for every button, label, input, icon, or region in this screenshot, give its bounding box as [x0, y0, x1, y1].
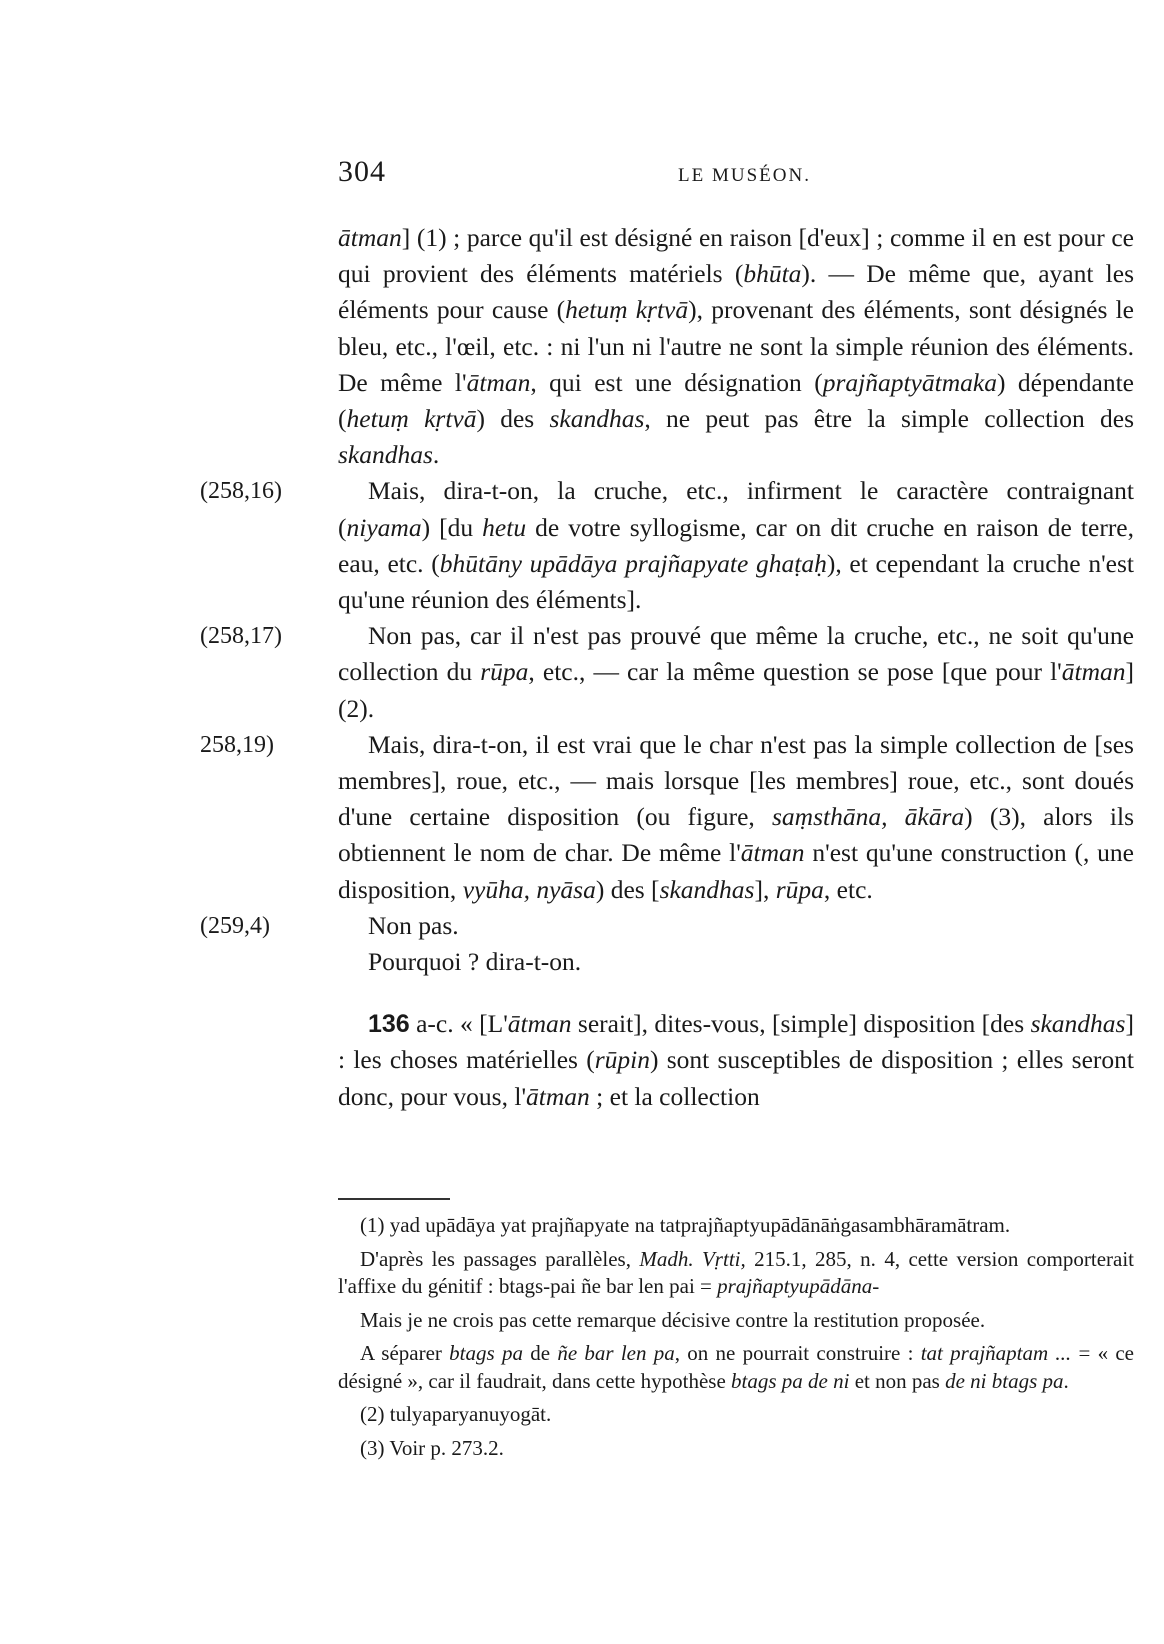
- italic-term: saṃsthāna, ākāra: [772, 802, 965, 832]
- text-run: serait], dites-vous, [simple] disposition [des: [571, 1009, 1031, 1039]
- paragraph-6: [338, 944, 1134, 980]
- text-run: ],: [754, 874, 776, 904]
- italic-term: skandhas: [1030, 1009, 1126, 1039]
- footnote-3: (3) Voir p. 273.2.: [360, 1435, 504, 1460]
- italic-term: rūpa: [480, 657, 529, 687]
- text-run: Pourquoi ? dira-t-on.: [368, 947, 582, 977]
- text-run: ). — De même que, ayant les éléments pour cause (: [338, 259, 1134, 325]
- italic-term: skandhas: [659, 874, 755, 904]
- italic-term: ātman: [338, 223, 402, 252]
- italic-term: ātman: [1061, 657, 1126, 687]
- italic-term: tat prajñaptam ...: [920, 1341, 1072, 1365]
- italic-term: hetuṃ kṛtvā: [565, 295, 689, 325]
- italic-term: bhūta: [743, 259, 802, 289]
- verse-number: 136: [368, 1010, 410, 1039]
- italic-term: btags pa de ni: [731, 1368, 850, 1393]
- footnote-1-continuation: [338, 1246, 1134, 1301]
- footnote-2: (2) tulyaparyanuyogāt.: [360, 1402, 552, 1426]
- text-run: ] : les choses matérielles (: [338, 1009, 1134, 1075]
- text-run: ) sont susceptibles de disposition ; elles seront donc, pour vous, l': [338, 1045, 1134, 1111]
- text-run: D'après les passages parallèles,: [360, 1246, 640, 1271]
- spacer: [338, 980, 1134, 1006]
- footnote-1: (1) yad upādāya yat prajñapyate na tatprajñaptyupādānāṅgasambhāramātram.: [360, 1213, 1011, 1237]
- italic-term: niyama: [346, 512, 422, 542]
- italic-term: bhūtāny upādāya prajñapyate ghaṭaḥ: [439, 548, 827, 578]
- text-run: Mais, dira-t-on, la cruche, etc., infirment le caractère contraignant (: [338, 476, 1134, 542]
- italic-term: de ni btags pa: [945, 1368, 1064, 1393]
- italic-term: skandhas: [549, 404, 645, 434]
- text-run: Mais, dira-t-on, il est vrai que le char n'est pas la simple collection de [ses membres], roue, etc., — mais lorsque [les membres] roue, etc., sont doués d'une certaine disposition (ou figure,: [338, 729, 1134, 832]
- text-run: , qui est une désignation (: [530, 367, 823, 397]
- italic-term: hetu: [482, 512, 527, 542]
- margin-reference: (258,17): [200, 623, 282, 650]
- paragraph-5: [200, 908, 1134, 944]
- text-run: et non pas: [849, 1368, 946, 1393]
- text-run: ) (3), alors ils obtiennent le nom de char. De même l': [338, 802, 1134, 868]
- paragraph-1: [338, 220, 1134, 473]
- text-run: ), et cependant la cruche n'est qu'une réunion des éléments].: [338, 548, 1134, 615]
- paragraph-4: [200, 727, 1134, 908]
- text-run: ) des: [476, 404, 550, 434]
- main-text: [200, 220, 1135, 1115]
- text-run: ; et la collection: [589, 1081, 760, 1111]
- footnote-1-separation: [338, 1340, 1134, 1395]
- paragraph-3: [200, 618, 1134, 727]
- footnotes: [338, 1212, 1134, 1468]
- italic-term: ātman: [466, 367, 531, 397]
- text-run: ), provenant des éléments, sont désignés le bleu, etc., l'œil, etc. : ni l'un ni l'autre ne sont la simple réunion des éléments. De même l': [338, 295, 1134, 397]
- italic-term: ātman: [526, 1081, 590, 1111]
- italic-term: ātman: [507, 1009, 572, 1039]
- text-run: de votre syllogisme, car on dit cruche en raison de terre, eau, etc. (: [338, 512, 1135, 578]
- paragraph-7: [338, 1006, 1134, 1115]
- text-run: n'est qu'une construction (, une disposition,: [338, 838, 1134, 904]
- text-run: a-c. « [L': [409, 1009, 508, 1039]
- italic-term: skandhas: [338, 440, 433, 470]
- text-run: ] (1) ; parce qu'il est désigné en raison [d'eux] ; comme il en est pour ce qui provient des éléments matériels (: [338, 223, 1134, 289]
- text-run: ) dépendante (: [338, 367, 1134, 434]
- text-run: .: [1063, 1368, 1069, 1393]
- running-title: LE MUSÉON.: [678, 165, 811, 186]
- margin-reference: (258,16): [200, 478, 282, 505]
- italic-term: btags pa: [449, 1341, 523, 1365]
- text-run: , etc., — car la même question se pose [que pour l': [528, 657, 1062, 687]
- italic-term: ñe bar len pa: [557, 1341, 675, 1365]
- text-run: Non pas, car il n'est pas prouvé que même la cruche, etc., ne soit qu'une collection du: [338, 621, 1134, 687]
- text-run: 215.1, 285, n. 4, cette version comporterait l'affixe du génitif : btags-pai ñe bar len pai =: [338, 1246, 1135, 1298]
- italic-term: ātman: [740, 838, 805, 868]
- page-header: [338, 155, 1138, 195]
- margin-reference: 258,19): [200, 731, 274, 758]
- italic-term: Madh. Vṛtti,: [639, 1246, 746, 1271]
- italic-term: rūpa: [775, 874, 824, 904]
- margin-reference: (259,4): [200, 912, 270, 939]
- italic-term: prajñaptyupādāna-: [717, 1274, 880, 1298]
- text-run: de: [522, 1341, 558, 1365]
- text-run: , on ne pourrait construire :: [674, 1341, 921, 1365]
- text-run: .: [432, 440, 440, 470]
- text-run: Non pas.: [368, 910, 459, 940]
- italic-term: rūpin: [594, 1045, 650, 1075]
- footnote-1-remark: Mais je ne crois pas cette remarque décisive contre la restitution proposée.: [360, 1307, 986, 1332]
- paragraph-2: [200, 473, 1135, 618]
- text-run: ) des [: [595, 874, 660, 904]
- text-run: , ne peut pas être la simple collection des: [644, 404, 1135, 434]
- text-run: ] (2).: [338, 657, 1134, 723]
- footnote-rule: [338, 1198, 450, 1200]
- italic-term: prajñaptyātmaka: [822, 367, 997, 397]
- text-run: A séparer: [360, 1341, 450, 1365]
- page-number: 304: [338, 155, 386, 188]
- italic-term: hetuṃ kṛtvā: [346, 404, 477, 434]
- text-run: = « ce désigné », car il faudrait, dans cette hypothèse: [338, 1341, 1134, 1393]
- italic-term: vyūha, nyāsa: [462, 874, 596, 904]
- text-run: , etc.: [823, 874, 873, 904]
- text-run: ) [du: [421, 512, 483, 542]
